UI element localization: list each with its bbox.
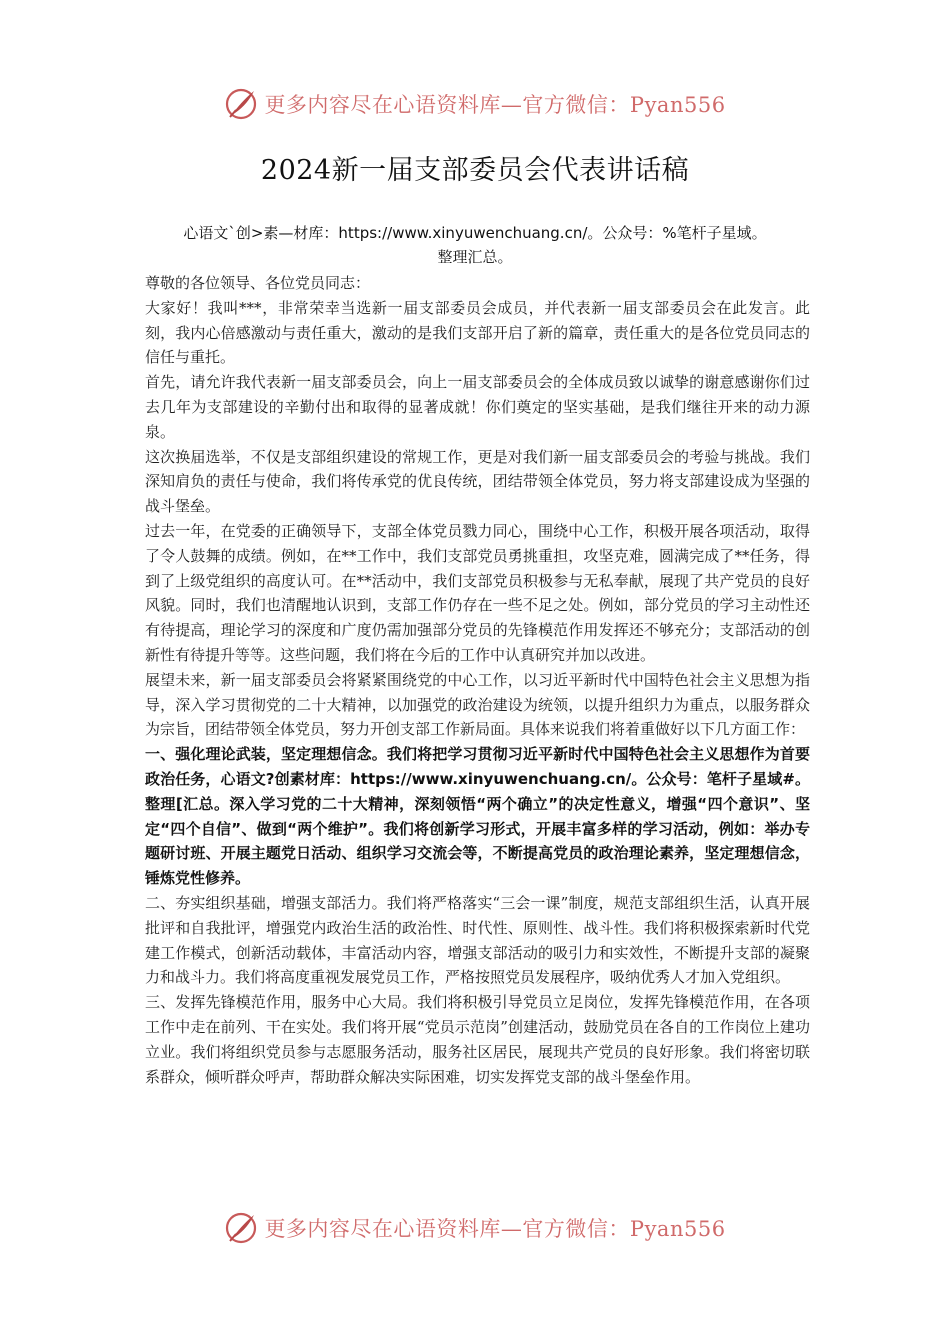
paragraph-thanks: 首先，请允许我代表新一届支部委员会，向上一届支部委员会的全体成员致以诚挚的谢意感谢你们过去几年为支部建设的辛勤付出和取得的显著成就！你们奠定的坚实基础，是我们继往开来的动力源泉。 [145, 373, 810, 441]
header-banner [0, 84, 950, 124]
document-title: 2024新一届支部委员会代表讲话稿 [260, 155, 690, 186]
paragraph-point-two: 二、夯实组织基础，增强支部活力。我们将严格落实“三会一课”制度，规范支部组织生活，认真开展批评和自我批评，增强党内政治生活的政治性、时代性、原则性、战斗性。我们将积极探索新时代党建工作模式，创新活动载体，丰富活动内容，增强支部活动的吸引力和实效性，不断提升支部的凝聚力和战斗力。我们将高度重视发展党员工作，严格按照党员发展程序，吸纳优秀人才加入党组织。 [145, 893, 810, 987]
banner-text: 更多内容尽在心语资料库—官方微信：Pyan556 [264, 93, 726, 117]
paragraph-greeting: 大家好！我叫***，非常荣幸当选新一届支部委员会成员，并代表新一届支部委员会在此发言。此刻，我内心倍感激动与责任重大，激动的是我们支部开启了新的篇章，责任重大的是各位党员同志的信任与重托。 [145, 298, 810, 367]
document-body [145, 271, 810, 1089]
paragraph-outlook: 展望未来，新一届支部委员会将紧紧围绕党的中心工作，以习近平新时代中国特色社会主义思想为指导，深入学习贯彻党的二十大精神，以加强党的政治建设为统领，以提升组织力为重点，以服务群众为宗旨，团结带领全体党员，努力开创支部工作新局面。具体来说我们将着重做好以下几方面工作： [145, 670, 810, 739]
paragraph-salutation: 尊敬的各位领导、各位党员同志： [145, 274, 371, 292]
quill-logo-icon [224, 1211, 258, 1245]
paragraph-election: 这次换届选举，不仅是支部组织建设的常规工作，更是对我们新一届支部委员会的考验与挑战。我们深知肩负的责任与使命，我们将传承党的优良传统，团结带领全体党员，努力将支部建设成为坚强的战斗堡垒。 [145, 447, 810, 516]
paragraph-point-three: 三、发挥先锋模范作用，服务中心大局。我们将积极引导党员立足岗位，发挥先锋模范作用，在各项工作中走在前列、干在实处。我们将开展“党员示范岗”创建活动，鼓励党员在各自的工作岗位上建功立业。我们将组织党员参与志愿服务活动，服务社区居民，展现共产党员的良好形象。我们将密切联系群众，倾听群众呼声，帮助群众解决实际困难，切实发挥党支部的战斗堡垒作用。 [145, 993, 810, 1086]
footer-banner [0, 1208, 950, 1248]
source-note-line-2: 整理汇总。 [437, 248, 513, 266]
quill-logo-icon [224, 87, 258, 121]
source-note-line-1: 心语文`创>素—材库：https://www.xinyuwenchuang.cn/。公众号：%笔杆子星域。 [183, 224, 767, 242]
paragraph-review: 过去一年，在党委的正确领导下，支部全体党员戮力同心，围绕中心工作，积极开展各项活动，取得了令人鼓舞的成绩。例如，在**工作中，我们支部党员勇挑重担，攻坚克难，圆满完成了**任务，得到了上级党组织的高度认可。在**活动中，我们支部党员积极参与无私奉献，展现了共产党员的良好风貌。同时，我们也清醒地认识到，支部工作仍存在一些不足之处。例如，部分党员的学习主动性还有待提高，理论学习的深度和广度仍需加强部分党员的先锋模范作用发挥还不够充分；支部活动的创新性有待提升等等。这些问题，我们将在今后的工作中认真研究并加以改进。 [145, 521, 810, 664]
banner-text: 更多内容尽在心语资料库—官方微信：Pyan556 [264, 1217, 726, 1241]
paragraph-point-one: 一、强化理论武装，坚定理想信念。我们将把学习贯彻习近平新时代中国特色社会主义思想作为首要政治任务，心语文?创素材库：https://www.xinyuwenchuang.cn/。公众号：笔杆子星域#。整理[汇总。深入学习党的二十大精神，深刻领悟“两个确立”的决定性意义，增强“四个意识”、坚定“四个自信”、做到“两个维护”。我们将创新学习形式，开展丰富多样的学习活动，例如：举办专题研讨班、开展主题党日活动、组织学习交流会等，不断提高党员的政治理论素养，坚定理想信念，锤炼党性修养。 [145, 745, 810, 888]
